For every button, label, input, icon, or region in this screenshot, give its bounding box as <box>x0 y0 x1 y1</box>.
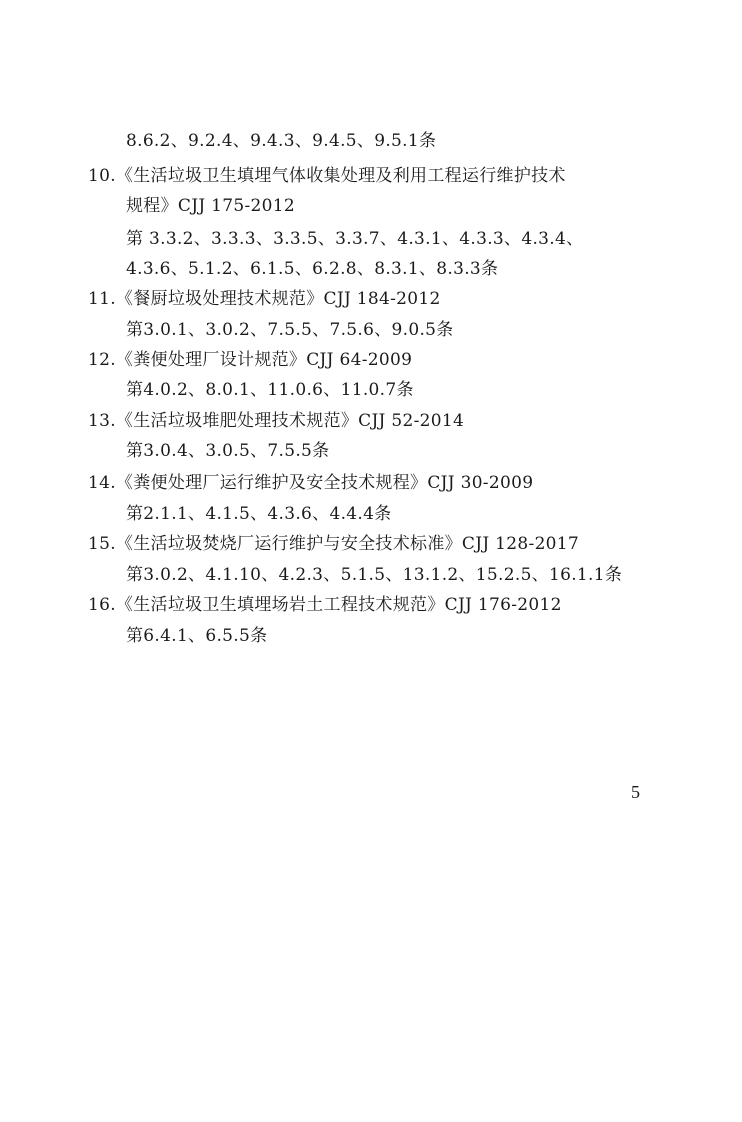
reference-item-15: 15.《生活垃圾焚烧厂运行维护与安全技术标准》CJJ 128-2017 <box>88 534 580 554</box>
clause-list-line: 第 3.3.2、3.3.3、3.3.5、3.3.7、4.3.1、4.3.3、4.3.4、 <box>126 229 584 249</box>
page-number: 5 <box>631 782 640 802</box>
reference-item-10-continuation: 规程》CJJ 175-2012 <box>126 196 295 216</box>
clause-list-line: 4.3.6、5.1.2、6.1.5、6.2.8、8.3.1、8.3.3条 <box>126 259 499 279</box>
clause-list-line: 第3.0.1、3.0.2、7.5.5、7.5.6、9.0.5条 <box>126 320 454 340</box>
reference-item-16: 16.《生活垃圾卫生填埋场岩土工程技术规范》CJJ 176-2012 <box>88 595 562 615</box>
reference-item-10: 10.《生活垃圾卫生填埋气体收集处理及利用工程运行维护技术 <box>88 166 566 186</box>
clause-list-line: 第2.1.1、4.1.5、4.3.6、4.4.4条 <box>126 504 392 524</box>
clause-list-line: 第6.4.1、6.5.5条 <box>126 626 268 646</box>
reference-item-12: 12.《粪便处理厂设计规范》CJJ 64-2009 <box>88 350 413 370</box>
clause-list-line: 第3.0.2、4.1.10、4.2.3、5.1.5、13.1.2、15.2.5、16.1.1条 <box>126 565 623 585</box>
clause-list-line: 第4.0.2、8.0.1、11.0.6、11.0.7条 <box>126 380 414 400</box>
reference-item-14: 14.《粪便处理厂运行维护及安全技术规程》CJJ 30-2009 <box>88 473 534 493</box>
clause-list-line: 8.6.2、9.2.4、9.4.3、9.4.5、9.5.1条 <box>126 131 437 151</box>
clause-list-line: 第3.0.4、3.0.5、7.5.5条 <box>126 441 330 461</box>
reference-item-13: 13.《生活垃圾堆肥处理技术规范》CJJ 52-2014 <box>88 411 465 431</box>
reference-item-11: 11.《餐厨垃圾处理技术规范》CJJ 184-2012 <box>88 289 441 309</box>
